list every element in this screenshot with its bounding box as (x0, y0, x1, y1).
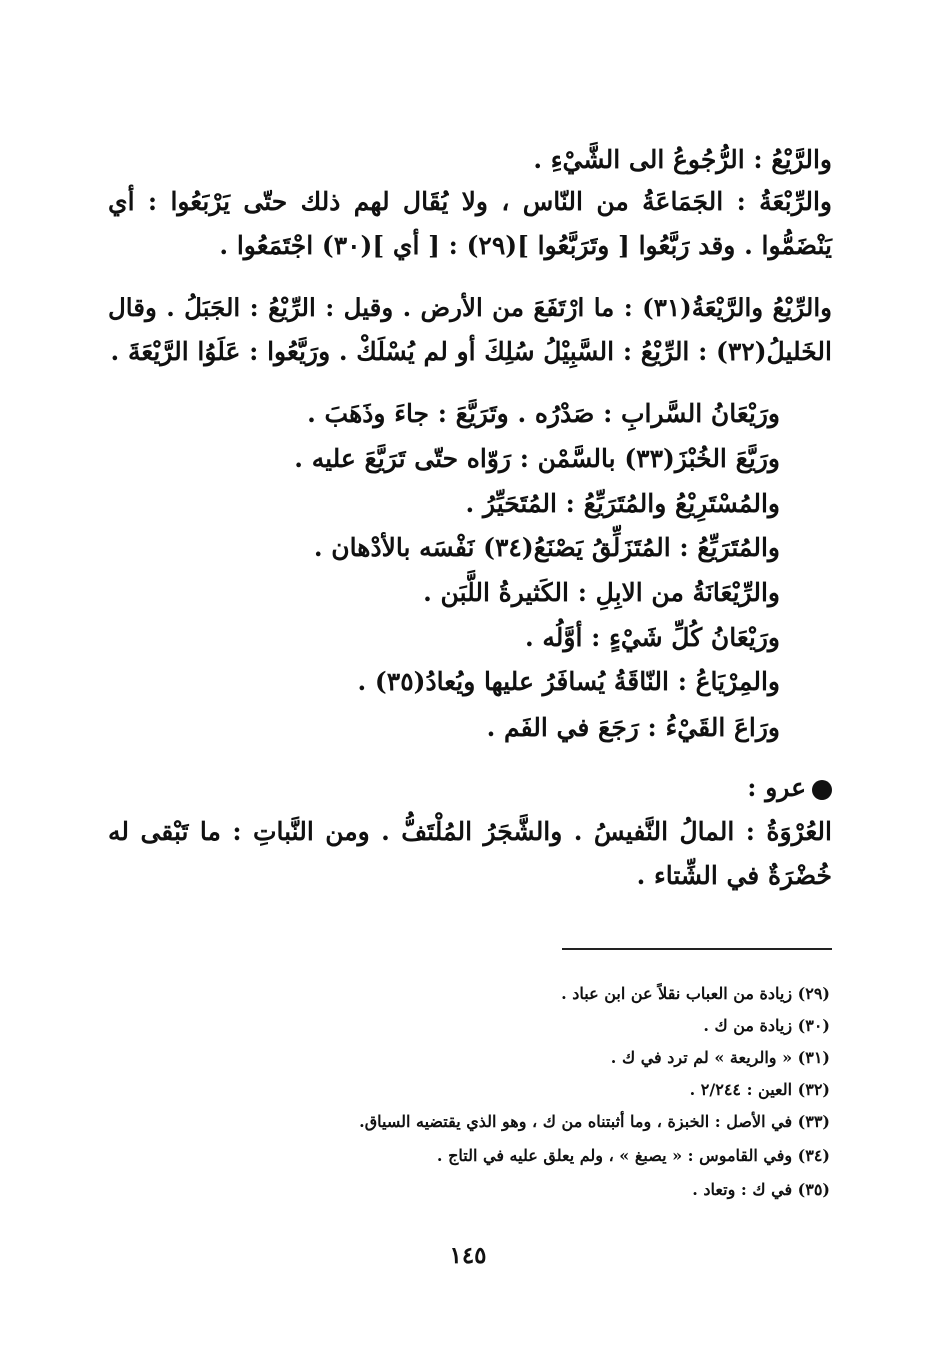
list-item: والمُسْتَرِيْعُ والمُتَرَيِّعُ : المُتَحَيِّرُ . (465, 489, 780, 518)
body-line: العُرْوَةُ : المالُ النَّفيسُ . والشَّجَرُ المُلْتَفُّ . ومن النَّباتِ : ما تَبْقى له (108, 817, 832, 846)
list-item: والمُتَرَيِّعُ : المُتَزَلِّقُ يَصْنَعُ(٣٤) نَفْسَه بالأدْهان . (313, 533, 780, 562)
body-line: والرَّيْعُ : الرُّجُوعُ الى الشَّيْءِ . (533, 145, 832, 174)
body-line: والرِّبْعَةُ : الجَمَاعَةُ من النّاس ، ولا يُقَال لهم ذلك حتّى يَرْبَعُوا : أي (108, 187, 832, 216)
body-line: الخَليلُ(٣٢) : الرِّيْعُ : السَّبِيْلُ سُلِكَ أو لم يُسْلَكْ . ورَيَّعُوا : عَلَوُا الرَّيْعَةَ . (110, 337, 832, 366)
footnote: (٣٥) في ك : وتعاد . (692, 1180, 830, 1199)
list-item: والمِرْيَاعُ : النّاقَةُ يُسافَرُ عليها ويُعادُ(٣٥) . (357, 667, 780, 696)
footnote: (٣٤) وفي القاموس : « يصبغ » ، ولم يعلق عليه في التاج . (436, 1146, 830, 1165)
footnote: (٣٠) زيادة من ك . (703, 1016, 830, 1035)
footnote: (٢٩) زيادة من العباب نقلاً عن ابن عباد . (561, 984, 830, 1003)
page-number: ١٤٥ (449, 1242, 487, 1269)
body-line: يَنْضَمُّوا . وقد رَبَّعُوا [ وتَرَبَّعُوا ](٢٩) : [ أي ](٣٠) اجْتَمَعُوا . (219, 231, 832, 260)
list-item: ورَاعَ القَيْءُ : رَجَعَ في الفَم . (486, 713, 780, 742)
footnote: (٣٣) في الأصل : الخبزة ، وما أثبتناه من ك ، وهو الذي يقتضيه السياق. (359, 1112, 830, 1131)
footnote-divider (562, 948, 832, 950)
list-item: ورَيَّعَ الخُبْزَ(٣٣) بالسَّمْن : رَوّاه حتّى تَرَيَّعَ عليه . (294, 444, 780, 473)
body-line: خُضْرَةٌ في الشِّتاء . (636, 861, 832, 890)
body-line: والرِّيْعُ والرَّيْعَةُ(٣١) : ما ارْتَفَعَ من الأرض . وقيل : الرِّيْعُ : الجَبَلُ . وقال (108, 293, 833, 322)
bullet-icon (812, 780, 832, 800)
section-heading-label: عرو : (747, 773, 806, 802)
list-item: ورَيْعَانُ السَّرابِ : صَدْرُه . وتَرَيَّعَ : جاءَ وذَهَبَ . (307, 399, 780, 428)
list-item: والرِّيْعَانَةُ من الابِلِ : الكَثيرةُ اللَّبَن . (423, 578, 780, 607)
footnote: (٣٢) العين : ٢/٢٤٤ . (689, 1080, 830, 1099)
section-heading (747, 770, 832, 806)
list-item: ورَيْعَانُ كُلِّ شَيْءٍ : أوَّلُه . (524, 623, 780, 652)
footnote: (٣١) « والريعة » لم ترد في ك . (610, 1048, 830, 1067)
